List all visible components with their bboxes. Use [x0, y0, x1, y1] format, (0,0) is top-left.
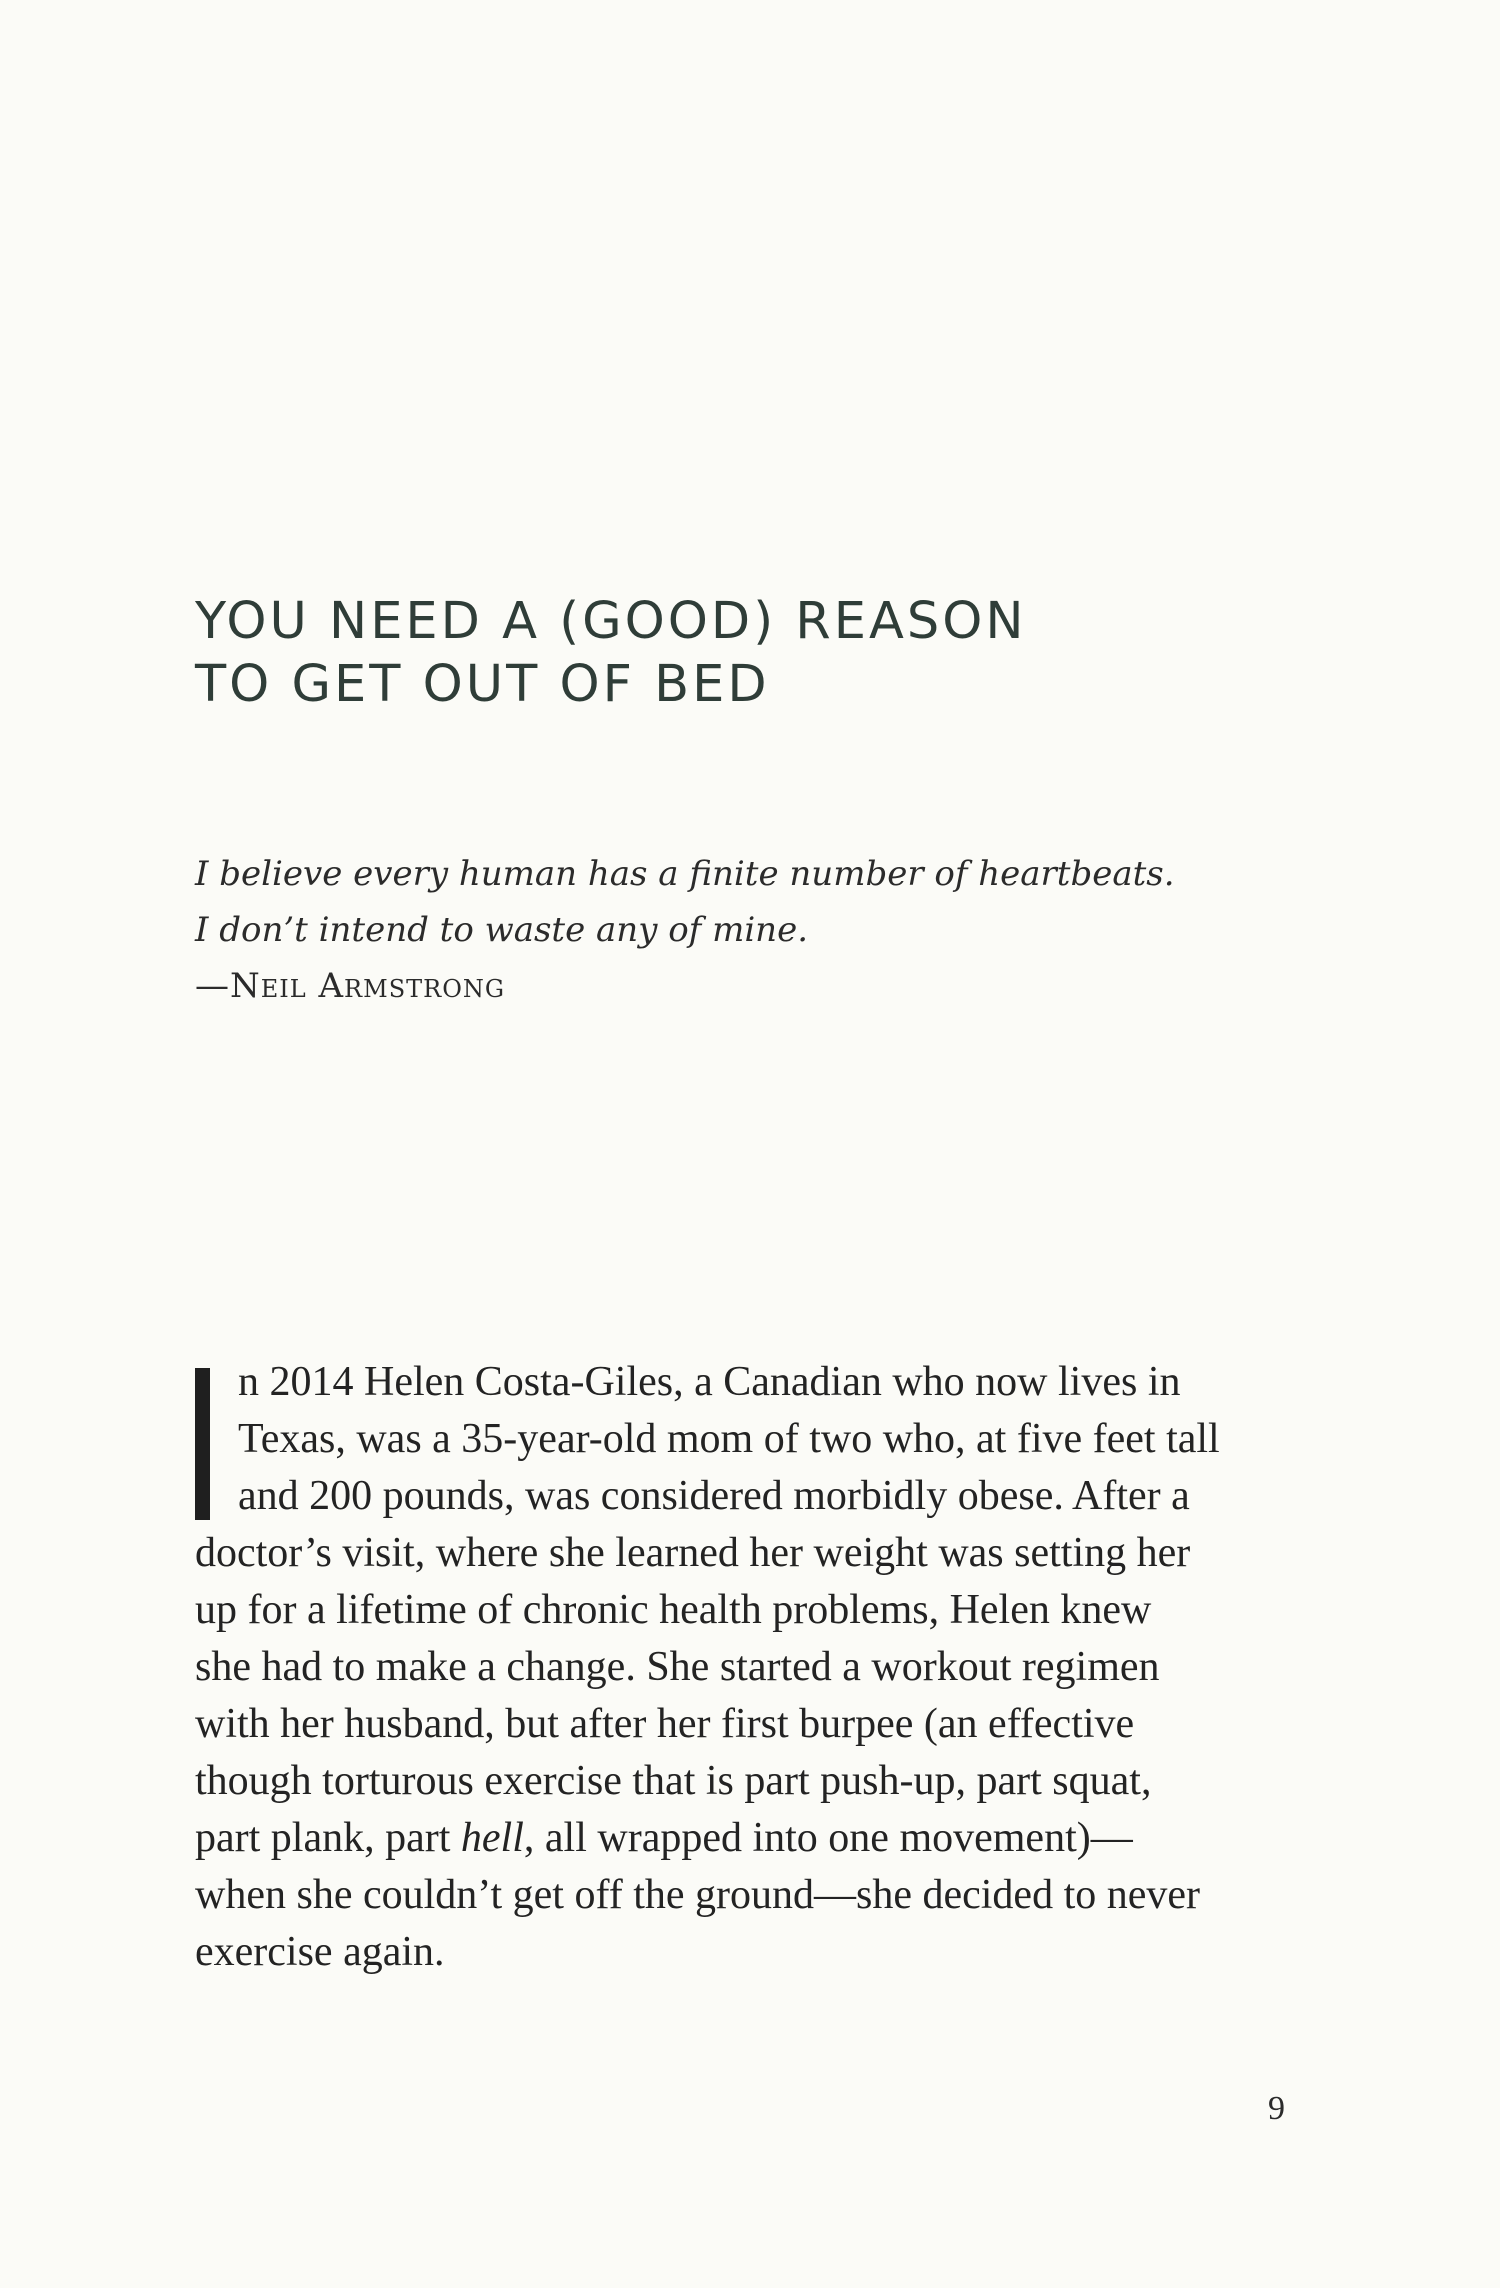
epigraph-line-2: I don’t intend to waste any of mine. [195, 910, 809, 950]
body-line: exercise again. [195, 1929, 445, 1975]
chapter-title [195, 590, 1295, 716]
body-line: Texas, was a 35-year-old mom of two who, at five feet tall [238, 1416, 1220, 1462]
epigraph [195, 846, 1295, 1014]
body-line: she had to make a change. She started a workout regimen [195, 1644, 1160, 1690]
emphasis: hell [460, 1815, 524, 1861]
body-line: with her husband, but after her first burpee (an effective [195, 1701, 1135, 1747]
epigraph-attribution: —Neil Armstrong [195, 966, 506, 1006]
body-line: when she couldn’t get off the ground—she decided to never [195, 1872, 1201, 1918]
body-line: doctor’s visit, where she learned her weight was setting her [195, 1530, 1191, 1576]
body-line: though torturous exercise that is part push-up, part squat, [195, 1758, 1152, 1804]
body-line: n 2014 Helen Costa-Giles, a Canadian who now lives in [238, 1359, 1181, 1405]
chapter-title-line-2: TO GET OUT OF BED [195, 655, 770, 715]
chapter-title-line-1: YOU NEED A (GOOD) REASON [195, 592, 1027, 652]
page-number: 9 [1268, 2090, 1285, 2127]
body-line: and 200 pounds, was considered morbidly obese. After a [238, 1473, 1190, 1519]
body-line: up for a lifetime of chronic health problems, Helen knew [195, 1587, 1152, 1633]
body-line: part plank, part hell, all wrapped into one movement)— [195, 1815, 1133, 1861]
body-paragraph [195, 1354, 1285, 1981]
epigraph-line-1: I believe every human has a finite number of heartbeats. [195, 854, 1175, 894]
